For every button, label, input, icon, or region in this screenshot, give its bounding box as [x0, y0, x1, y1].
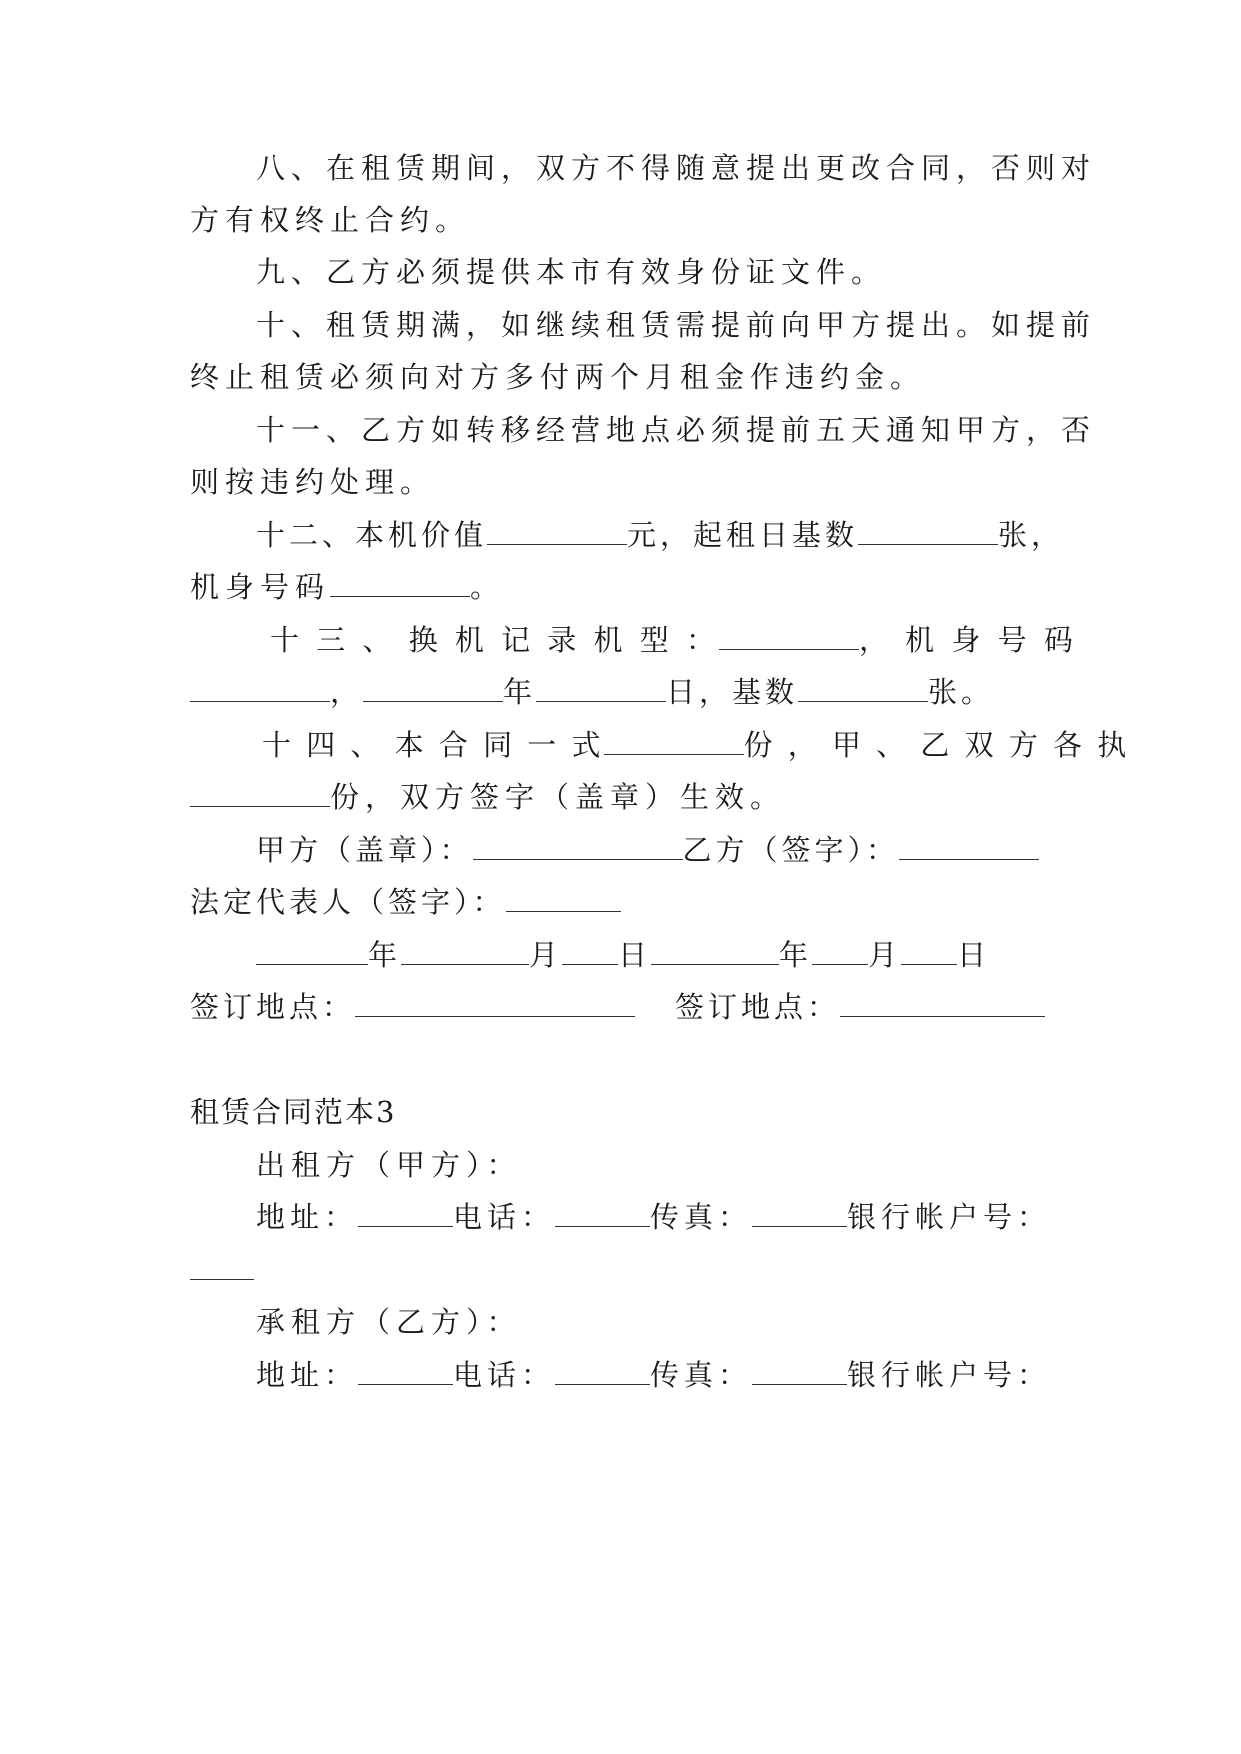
clause-8-line-2: 方有权终止合约。 [190, 203, 471, 237]
copies-each-blank[interactable] [190, 778, 330, 807]
legal-rep-line [190, 882, 621, 922]
lessee-phone-label: 电话： [453, 1358, 556, 1392]
replacement-count-blank[interactable] [798, 673, 928, 702]
date-line [256, 935, 990, 975]
lessor-label: 出租方（甲方）： [256, 1148, 522, 1182]
lessee-fax-label: 传真： [650, 1358, 753, 1392]
clause-13-comma: ， [330, 675, 364, 709]
clause-14-line-1 [262, 725, 1129, 765]
start-count-blank[interactable] [858, 516, 998, 545]
lessee-bank-label: 银行帐户号： [847, 1358, 1052, 1392]
clause-10-line-2: 终止租赁必须向对方多付两个月租金作违约金。 [190, 360, 926, 394]
signing-place-b-blank[interactable] [840, 988, 1045, 1017]
clause-13-line-2 [190, 672, 994, 712]
clause-12-line-1 [256, 515, 1064, 555]
lessor-phone-label: 电话： [453, 1200, 556, 1234]
replacement-model-label: 十 三 、 换 机 记 录 机 型 ： [270, 623, 719, 657]
replacement-year-blank[interactable] [363, 673, 503, 702]
signing-place-b-label: 签订地点： [675, 990, 841, 1024]
signature-line [256, 830, 1039, 870]
clause-14-line-2 [190, 777, 785, 817]
lessee-contact-line [256, 1355, 1051, 1395]
party-a-year-label: 年 [368, 938, 402, 972]
clause-9: 九、乙方必须提供本市有效身份证文件。 [256, 255, 887, 289]
clause-12-unit: 张， [998, 518, 1065, 552]
clause-11-line-2: 则按违约处理。 [190, 465, 436, 499]
party-a-seal-blank[interactable] [473, 831, 683, 860]
party-a-month-label: 月 [529, 938, 563, 972]
lessor-fax-label: 传真： [650, 1200, 753, 1234]
clause-13-serial-label: ， 机 身 号 码 [858, 623, 1077, 657]
replacement-model-blank[interactable] [719, 621, 859, 650]
clause-10-line-1: 十、租赁期满，如继续租赁需提前向甲方提出。如提前 [256, 308, 1097, 342]
party-b-month-blank[interactable] [812, 936, 868, 965]
lessor-contact-line [256, 1197, 1051, 1237]
party-a-month-blank[interactable] [401, 936, 529, 965]
serial-number-label: 机身号码 [190, 570, 331, 604]
copies-label: 十 四 、 本 合 同 一 式 [262, 728, 604, 762]
signing-place-a-blank[interactable] [355, 988, 635, 1017]
clause-13-count-label: 日，基数 [666, 675, 799, 709]
serial-number-blank[interactable] [330, 568, 470, 597]
machine-value-blank[interactable] [487, 516, 627, 545]
lessor-address-blank[interactable] [358, 1198, 453, 1227]
party-a-year-blank[interactable] [256, 936, 368, 965]
party-a-day-label: 日 [618, 938, 652, 972]
legal-rep-label: 法定代表人（签字）： [190, 885, 506, 919]
clause-14-end: 份，双方签字（盖章）生效。 [330, 780, 786, 814]
clause-12-line-2 [190, 567, 505, 607]
party-b-day-label: 日 [957, 938, 991, 972]
party-b-month-label: 月 [868, 938, 902, 972]
clause-12-base-label: 元，起租日基数 [627, 518, 859, 552]
clause-11-line-1: 十一、乙方如转移经营地点必须提前五天通知甲方，否 [256, 413, 1097, 447]
party-b-sign-label: 乙方（签字）： [682, 833, 900, 867]
party-a-day-blank[interactable] [562, 936, 618, 965]
lessee-fax-blank[interactable] [752, 1356, 847, 1385]
lessee-address-label: 地址： [256, 1358, 359, 1392]
clause-13-unit: 张。 [928, 675, 995, 709]
lessee-phone-blank[interactable] [555, 1356, 650, 1385]
clause-12-value-label: 十二、本机价值 [256, 518, 488, 552]
clause-13-line-1 [270, 620, 1077, 660]
copies-total-blank[interactable] [604, 726, 744, 755]
party-b-day-blank[interactable] [901, 936, 957, 965]
party-b-year-label: 年 [779, 938, 813, 972]
copies-each-label: 份 ， 甲 、 乙 双 方 各 执 [743, 728, 1130, 762]
lessor-bank-label: 银行帐户号： [847, 1200, 1052, 1234]
lessor-bank-blank[interactable] [190, 1251, 254, 1280]
lessor-fax-blank[interactable] [752, 1198, 847, 1227]
signing-place-a-label: 签订地点： [190, 990, 356, 1024]
clause-12-end: 。 [470, 570, 506, 604]
replacement-serial-blank[interactable] [190, 673, 330, 702]
party-a-seal-label: 甲方（盖章）： [256, 833, 473, 867]
template-3-title: 租赁合同范本3 [190, 1095, 397, 1129]
lessee-address-blank[interactable] [358, 1356, 453, 1385]
party-b-sign-blank[interactable] [899, 831, 1039, 860]
replacement-day-blank[interactable] [536, 673, 666, 702]
clause-8-line-1: 八、在租赁期间，双方不得随意提出更改合同，否则对 [256, 151, 1097, 185]
lessor-bank-line [190, 1250, 254, 1290]
clause-13-year: 年 [503, 675, 537, 709]
lessor-address-label: 地址： [256, 1200, 359, 1234]
lessee-label: 承租方（乙方）： [256, 1305, 522, 1339]
signing-place-line [190, 987, 1045, 1027]
lessor-phone-blank[interactable] [555, 1198, 650, 1227]
legal-rep-blank[interactable] [506, 883, 621, 912]
party-b-year-blank[interactable] [651, 936, 779, 965]
